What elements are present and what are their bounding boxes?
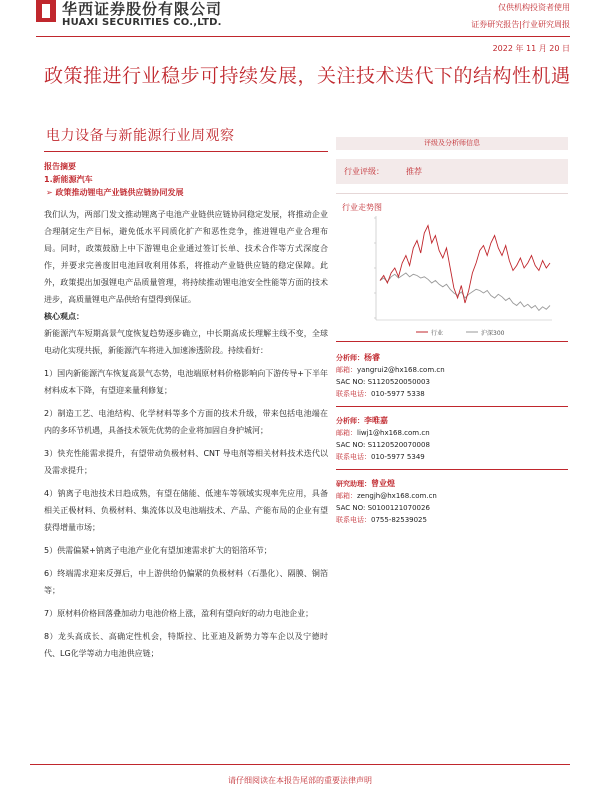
analyst-email: yangrui2@hx168.com.cn [357, 366, 445, 374]
analyst-role: 研究助理： [336, 480, 371, 488]
rating-analyst-column [336, 137, 568, 526]
analyst-role: 分析师： [336, 417, 364, 425]
analyst-divider [336, 406, 568, 407]
rating-value: 推荐 [406, 167, 422, 176]
analyst-sac: S1120520070008 [367, 441, 430, 449]
sac-label: SAC NO: [336, 441, 368, 449]
subsection-heading: ➢ 政策推动锂电产业链供应链协同发展 [46, 188, 184, 197]
analyst-divider [336, 469, 568, 470]
analyst-tel: 0755-82539025 [371, 516, 427, 524]
view-item: 1）国内新能源汽车恢复高景气态势，电池端原材料价格影响向下游传导+下半年材料成本下降，有望迎来量利修复； [44, 369, 328, 395]
legend-label-index: 沪深300 [481, 330, 505, 337]
tel-label: 联系电话： [336, 390, 371, 398]
section-heading: 1.新能源汽车 [44, 175, 93, 184]
trend-chart-box [336, 193, 568, 341]
view-item: 3）快充性能需求提升，有望带动负极材料、CNT 导电剂等相关材料技术迭代以及需求提升； [44, 449, 328, 475]
series-line-index [380, 273, 550, 311]
summary-heading: 报告摘要 [44, 162, 76, 171]
email-label: 邮箱： [336, 429, 357, 437]
audience-note: 仅供机构投资者使用 [498, 3, 570, 12]
chart-legend [416, 329, 505, 337]
email-label: 邮箱： [336, 366, 357, 374]
tel-label: 联系电话： [336, 516, 371, 524]
header-divider [36, 36, 570, 37]
analyst-sac: S1120520050003 [367, 378, 430, 386]
subtitle-divider [44, 151, 328, 152]
report-type: 证券研究报告|行业研究周报 [471, 20, 570, 29]
analyst-name: 杨睿 [364, 353, 380, 362]
company-name-en: HUAXI SECURITIES CO.,LTD. [62, 17, 222, 28]
chart-divider [336, 341, 568, 342]
trend-chart [336, 208, 568, 340]
tel-label: 联系电话： [336, 453, 371, 461]
view-item: 4）钠离子电池技术日趋成熟，有望在储能、低速车等领域实现率先应用，具备相关正极材料、负极材料、集流体以及电池端技术、产品、产能布局的企业有望获得增量市场； [44, 489, 328, 532]
rating-panel-header: 评级及分析师信息 [336, 137, 568, 150]
analyst-tel: 010-5977 5349 [371, 453, 425, 461]
analyst-email: liwj1@hx168.com.cn [357, 429, 430, 437]
company-logo-mark [36, 0, 56, 22]
analyst-list [336, 352, 568, 526]
view-item: 2）制造工艺、电池结构、化学材料等多个方面的技术升级，带来包括电池端在内的多环节机遇，具备技术领先优势的企业将加固自身护城河； [44, 409, 328, 435]
summary-column [44, 160, 328, 662]
rating-label: 行业评级： [344, 167, 384, 176]
email-label: 邮箱： [336, 492, 357, 500]
industry-rating [336, 159, 568, 184]
analyst-name: 李唯嘉 [364, 416, 388, 425]
analyst-card [336, 415, 568, 463]
sac-label: SAC NO: [336, 504, 368, 512]
analyst-card [336, 352, 568, 400]
view-item: 5）供需偏紧+钠离子电池产业化有望加速需求扩大的铝箔环节； [44, 546, 272, 555]
report-date: 2022 年 11 月 20 日 [492, 44, 570, 53]
analyst-role: 分析师： [336, 354, 364, 362]
analyst-name: 曾业煌 [371, 479, 395, 488]
view-item: 6）终端需求迎来反弹后，中上游供给仍偏紧的负极材料（石墨化）、隔膜、铜箔等； [44, 569, 328, 595]
report-title: 政策推进行业稳步可持续发展，关注技术迭代下的结构性机遇 [44, 65, 571, 87]
analyst-email: zengjh@hx168.com.cn [357, 492, 437, 500]
footer-divider [30, 764, 570, 765]
view-item: 7）原材料价格回落叠加动力电池价格上涨，盈利有望向好的动力电池企业； [44, 609, 314, 618]
sac-label: SAC NO: [336, 378, 368, 386]
series-line-industry [380, 226, 550, 304]
report-subtitle: 电力设备与新能源行业周观察 [46, 128, 235, 144]
legend-label-industry: 行业 [431, 330, 444, 337]
analyst-card [336, 478, 568, 526]
analyst-sac: S0100121070026 [367, 504, 430, 512]
company-name-cn: 华西证券股份有限公司 [62, 0, 223, 18]
core-view-paragraph: 新能源汽车短期高景气度恢复趋势逐步确立，中长期高成长理解主线不变，全球电动化实现共振，新能源汽车将进入加速渗透阶段。持续看好： [44, 329, 328, 355]
footer-disclaimer: 请仔细阅读在本报告尾部的重要法律声明 [228, 776, 372, 785]
view-item: 8）龙头高成长、高确定性机会，特斯拉、比亚迪及新势力等车企以及宁德时代、LG化学等动力电池供应链； [44, 632, 328, 658]
core-view-heading: 核心观点： [44, 312, 84, 321]
policy-paragraph: 我们认为，两部门发文推动锂离子电池产业链供应链协同稳定发展，将推动企业合理制定生产目标，避免低水平同质化扩产和恶性竞争，推进锂电产业合理布局。同时，政策鼓励上中下游锂电企业通过签订长单、技术合作等方式深度合作，并要求完善废旧电池回收利用体系，将推动产业链供应链的稳定保障。此外，政策提出加强锂电产品质量管理，将持续推动锂电池安全性能等方面的技术进步，高质量锂电产品供给有望得到保证。 [44, 210, 328, 304]
analyst-tel: 010-5977 5338 [371, 390, 425, 398]
trend-chart-title: 行业走势图 [342, 203, 382, 212]
